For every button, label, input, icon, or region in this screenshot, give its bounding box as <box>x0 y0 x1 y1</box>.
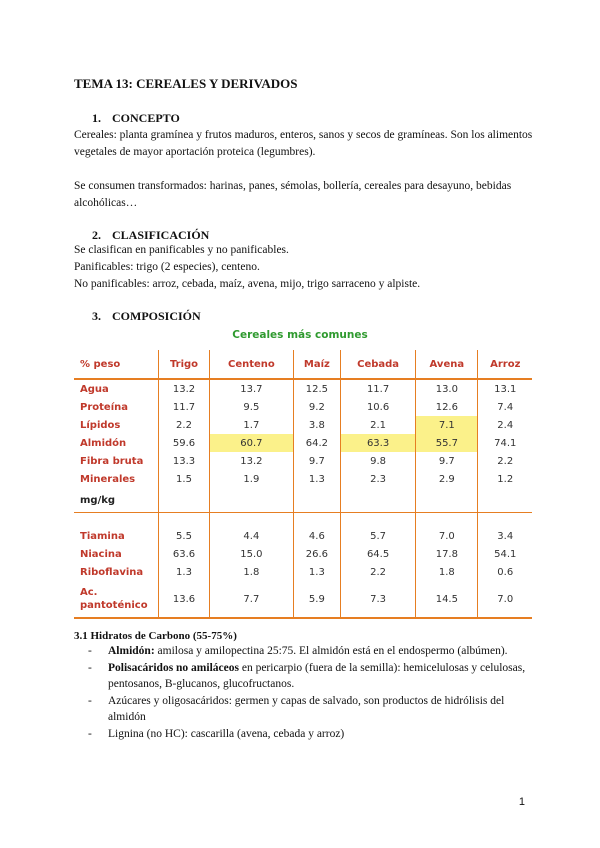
table-cell: 10.6 <box>340 398 415 416</box>
table-cell: 1.8 <box>210 563 294 581</box>
bullet-dash: - <box>88 662 92 674</box>
table-cell: 4.6 <box>293 527 340 545</box>
table-row <box>74 452 532 470</box>
table-row <box>74 470 532 488</box>
table-cell: 9.7 <box>293 452 340 470</box>
list-item <box>88 643 528 659</box>
unit-row <box>74 488 532 513</box>
clasificacion-line-2: Panificables: trigo (2 especies), centeno. <box>74 261 260 273</box>
list-item <box>88 726 528 742</box>
table-cell: 2.4 <box>497 419 514 431</box>
document-title: TEMA 13: CEREALES Y DERIVADOS <box>74 76 298 91</box>
table-cell: 9.8 <box>340 452 415 470</box>
header-cell: Maíz <box>293 350 340 379</box>
section-title: CONCEPTO <box>112 111 180 125</box>
row-label: Minerales <box>74 470 159 488</box>
table-row <box>74 545 532 563</box>
section-clasificacion-heading <box>92 228 209 243</box>
row-label: Proteína <box>74 398 159 416</box>
list-item-text: en pericarpio (fuera de la semilla): hemicelulosas y celulosas, pentosanos, B-glucanos, glucofructanos. <box>108 662 526 690</box>
table-cell: 9.7 <box>416 452 478 470</box>
table-cell: 1.2 <box>497 473 514 485</box>
bullet-dash: - <box>88 695 92 707</box>
table-cell: 63.6 <box>159 545 210 563</box>
table-cell: 1.3 <box>293 563 340 581</box>
table-cell: 1.9 <box>210 470 294 488</box>
table-cell: 7.7 <box>210 581 294 618</box>
table-cell: 64.5 <box>340 545 415 563</box>
table-cell: 11.7 <box>159 398 210 416</box>
unit-label: mg/kg <box>74 488 159 513</box>
table-cell: 64.2 <box>293 434 340 452</box>
hidratos-list <box>88 643 528 743</box>
table-cell: 14.5 <box>416 581 478 618</box>
table-cell: 9.2 <box>293 398 340 416</box>
table-row <box>74 416 532 434</box>
row-label: Fibra bruta <box>74 452 159 470</box>
table-row <box>74 581 532 618</box>
header-cell: Trigo <box>159 350 210 379</box>
table-cell: 3.8 <box>293 416 340 434</box>
table-cell: 2.2 <box>497 455 514 467</box>
concepto-paragraph-1: Cereales: planta gramínea y frutos maduros, enteros, sanos y secos de gramíneas. Son los alimentos vegetales de mayor aportación proteica (legumbres). <box>74 129 533 158</box>
section-number: 3. <box>92 309 101 323</box>
header-cell: Cebada <box>340 350 415 379</box>
clasificacion-line-3: No panificables: arroz, cebada, maíz, avena, mijo, trigo sarraceno y alpiste. <box>74 278 421 290</box>
header-cell: Avena <box>416 350 478 379</box>
highlighted-cell: 63.3 <box>340 434 415 452</box>
hidratos-heading: 3.1 Hidratos de Carbono (55-75%) <box>74 630 237 642</box>
table-row <box>74 398 532 416</box>
highlighted-cell: 60.7 <box>210 434 294 452</box>
table-cell: 2.2 <box>159 416 210 434</box>
table-cell: 7.4 <box>497 401 514 413</box>
table-cell: 59.6 <box>159 434 210 452</box>
table-row <box>74 434 532 452</box>
table-cell: 2.1 <box>340 416 415 434</box>
table-cell: 3.4 <box>497 530 514 542</box>
header-cell: % peso <box>74 350 159 379</box>
row-label: Tiamina <box>74 527 159 545</box>
list-item-text: Azúcares y oligosacáridos: germen y capas de salvado, son productos de hidrólisis del almidón <box>108 695 505 723</box>
highlighted-cell: 55.7 <box>416 434 478 452</box>
list-item <box>88 660 528 692</box>
table-cell: 13.7 <box>210 379 294 398</box>
list-item-bold: Polisacáridos no amiláceos <box>108 662 239 674</box>
table-cell: 11.7 <box>340 379 415 398</box>
table-cell: 0.6 <box>497 566 514 578</box>
table-header-row <box>74 350 532 379</box>
row-label: Riboflavina <box>74 563 159 581</box>
table-cell: 13.6 <box>159 581 210 618</box>
bullet-dash: - <box>88 645 92 657</box>
table-cell: 5.7 <box>340 527 415 545</box>
row-label: Lípidos <box>74 416 159 434</box>
table-cell: 1.3 <box>159 563 210 581</box>
row-label: Niacina <box>74 545 159 563</box>
row-label: Ac. pantoténico <box>74 581 159 618</box>
table-cell: 2.9 <box>416 470 478 488</box>
section-concepto-heading <box>92 111 180 126</box>
row-label: Almidón <box>74 434 159 452</box>
table-cell: 7.3 <box>340 581 415 618</box>
table-cell: 26.6 <box>293 545 340 563</box>
section-title: CLASIFICACIÓN <box>112 228 210 242</box>
table-cell: 12.5 <box>293 379 340 398</box>
table-cell: 2.2 <box>340 563 415 581</box>
table-cell: 1.5 <box>159 470 210 488</box>
list-item <box>88 693 528 725</box>
table-cell: 13.3 <box>159 452 210 470</box>
table-caption: Cereales más comunes <box>232 329 368 341</box>
section-number: 2. <box>92 228 101 242</box>
table-cell: 7.0 <box>478 581 532 618</box>
table-cell: 12.6 <box>416 398 478 416</box>
table-cell: 13.2 <box>159 379 210 398</box>
table-row <box>74 563 532 581</box>
table-cell: 13.2 <box>210 452 294 470</box>
composition-table <box>74 350 532 619</box>
table-row <box>74 527 532 545</box>
concepto-paragraph-2: Se consumen transformados: harinas, panes, sémolas, bollería, cereales para desayuno, bebidas alcohólicas… <box>74 180 512 209</box>
table-cell: 17.8 <box>416 545 478 563</box>
table-cell: 7.0 <box>416 527 478 545</box>
table-cell: 5.9 <box>293 581 340 618</box>
table-cell: 9.5 <box>210 398 294 416</box>
clasificacion-line-1: Se clasifican en panificables y no panificables. <box>74 244 289 256</box>
section-composicion-heading <box>92 309 201 324</box>
page-number: 1 <box>518 796 525 808</box>
highlighted-cell: 7.1 <box>416 416 478 434</box>
table-cell: 13.0 <box>416 379 478 398</box>
spacer-row <box>74 513 532 528</box>
list-item-text: amilosa y amilopectina 25:75. El almidón está en el endospermo (albúmen). <box>154 645 508 657</box>
table-cell: 4.4 <box>210 527 294 545</box>
table-cell: 1.8 <box>416 563 478 581</box>
header-cell: Centeno <box>210 350 294 379</box>
list-item-text: Lignina (no HC): cascarilla (avena, cebada y arroz) <box>108 728 345 740</box>
table-cell: 5.5 <box>159 527 210 545</box>
section-title: COMPOSICIÓN <box>112 309 201 323</box>
table-cell: 13.1 <box>494 383 517 395</box>
row-label: Agua <box>74 379 159 398</box>
bullet-dash: - <box>88 728 92 740</box>
table-cell: 74.1 <box>494 437 517 449</box>
table-row <box>74 379 532 398</box>
table-cell: 2.3 <box>340 470 415 488</box>
section-number: 1. <box>92 111 101 125</box>
table-cell: 54.1 <box>494 548 517 560</box>
table-cell: 15.0 <box>210 545 294 563</box>
table-cell: 1.7 <box>210 416 294 434</box>
header-cell: Arroz <box>478 350 532 379</box>
table-cell: 1.3 <box>293 470 340 488</box>
list-item-bold: Almidón: <box>108 645 155 657</box>
